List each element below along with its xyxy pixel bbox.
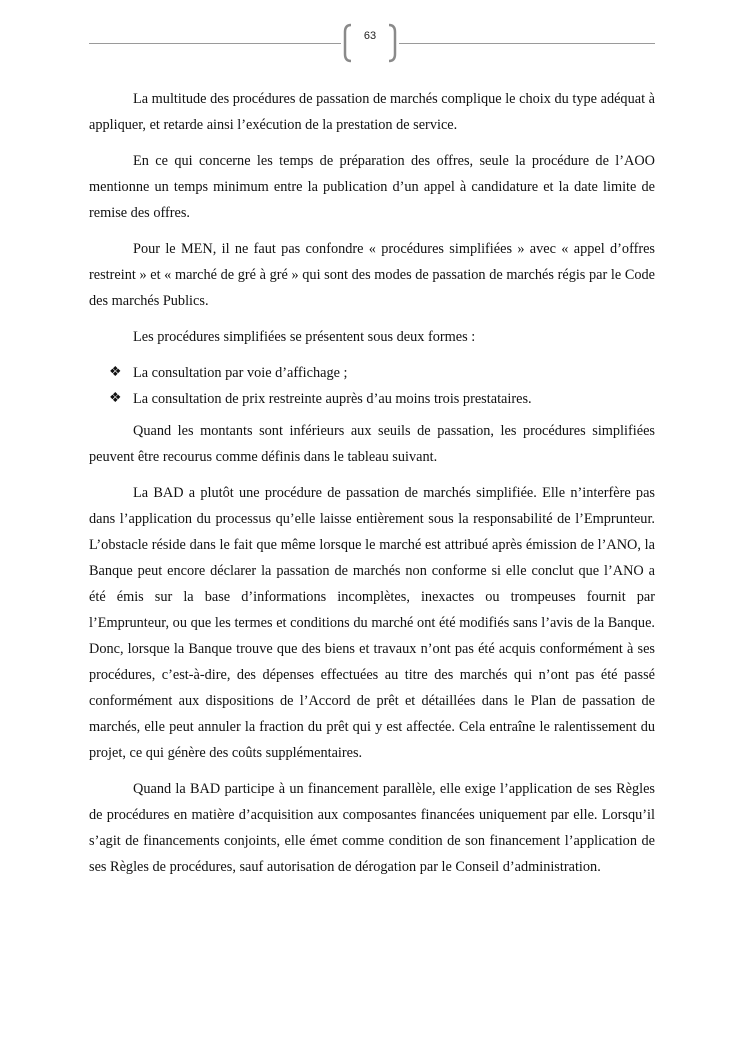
list-item-text: La consultation par voie d’affichage ; — [133, 365, 348, 381]
page-number: 63 — [363, 30, 377, 42]
list-item — [89, 386, 655, 412]
list-item — [89, 360, 655, 386]
header-rule-left — [89, 43, 341, 44]
paragraph-bad-procedure: La BAD a plutôt une procédure de passation de marchés simplifiée. Elle n’interfère pas dans l’application du processus qu’elle laisse entièrement sous la responsabilité de l’Emprunteur. L’obstacle réside dans le fait que même lorsque le marché est attribué après émission de l’ANO, la Banque peut encore déclarer la passation de marchés non conforme si elle conclut que l’ANO a été émis sur la base d’informations incomplètes, inexactes ou trompeuses fournit par l’Emprunteur, ou que les termes et conditions du marché ont été modifiés sans l’avis de la Banque. Donc, lorsque la Banque trouve que des biens et travaux n’ont pas été acquis conformément à ses procédures, c’est-à-dire, des dépenses effectuées au titre des marchés qui n’ont pas été passé conformément aux dispositions de l’Accord de prêt et détaillées dans le Plan de passation de marchés, elle peut annuler la fraction du prêt qui y est affectée. Cela entraîne le ralentissement du projet, ce qui génère des coûts supplémentaires. — [89, 485, 655, 761]
page-header — [89, 22, 655, 64]
paragraph-temps-preparation: En ce qui concerne les temps de préparation des offres, seule la procédure de l’AOO mentionne un temps minimum entre la publication d’un appel à candidature et la date limite de remise des offres. — [89, 153, 655, 221]
paragraph-seuils-passation: Quand les montants sont inférieurs aux seuils de passation, les procédures simplifiées peuvent être recourus comme définis dans le tableau suivant. — [89, 423, 655, 465]
page-number-bracket — [341, 22, 399, 64]
document-body — [89, 86, 655, 890]
diamond-bullet-icon: ❖ — [109, 365, 122, 380]
paragraph-deux-formes: Les procédures simplifiées se présentent sous deux formes : — [133, 329, 476, 345]
paragraph-multitude-procedures: La multitude des procédures de passation de marchés complique le choix du type adéquat à appliquer, et retarde ainsi l’exécution de la prestation de service. — [89, 91, 655, 133]
list-item-text: La consultation de prix restreinte auprès d’au moins trois prestataires. — [133, 391, 532, 407]
diamond-bullet-icon: ❖ — [109, 391, 122, 406]
procedure-forms-list — [89, 360, 655, 412]
paragraph-men-procedures: Pour le MEN, il ne faut pas confondre « procédures simplifiées » avec « appel d’offres restreint » et « marché de gré à gré » qui sont des modes de passation de marchés régis par le Code des marchés Publics. — [89, 241, 655, 309]
bracket-frame-icon — [341, 22, 399, 64]
header-rule-right — [399, 43, 655, 44]
paragraph-bad-financement: Quand la BAD participe à un financement parallèle, elle exige l’application de ses Règles de procédures en matière d’acquisition aux composantes financées uniquement par elle. Lorsqu’il s’agit de financements conjoints, elle émet comme condition de son financement l’application de ses Règles de procédures, sauf autorisation de dérogation par le Conseil d’administration. — [89, 781, 655, 875]
